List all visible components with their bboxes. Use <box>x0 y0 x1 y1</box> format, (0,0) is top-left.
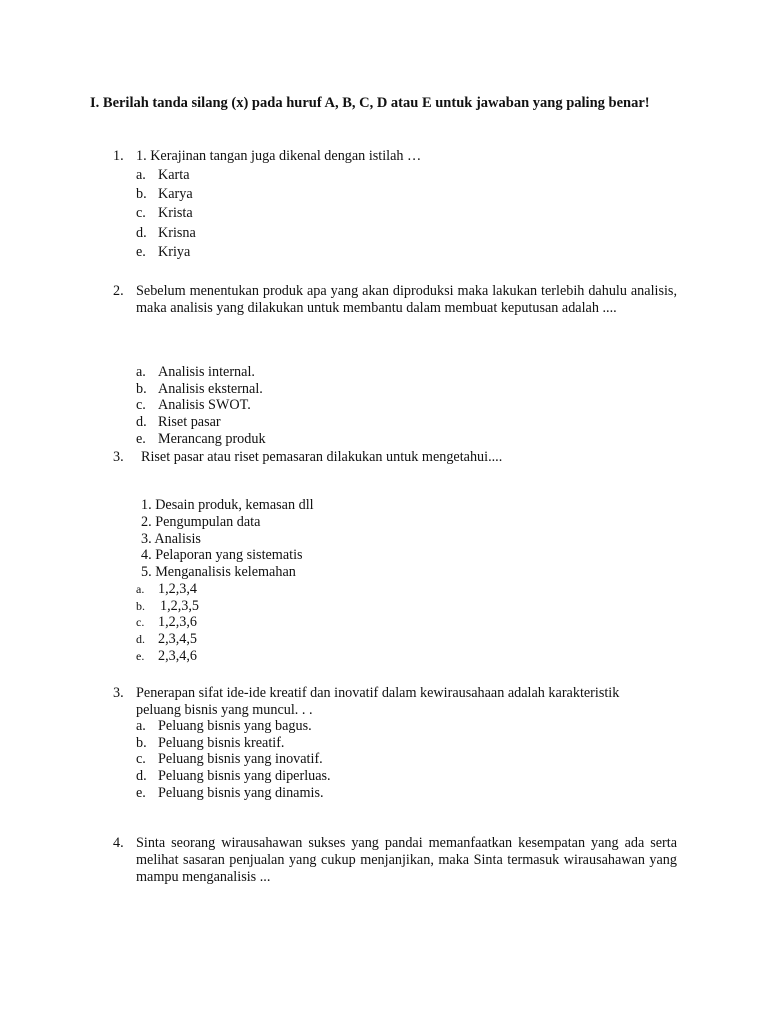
statement-item: 2. Pengumpulan data <box>141 513 261 530</box>
option-text: 1,2,3,6 <box>158 614 198 631</box>
option-text: Peluang bisnis yang dinamis. <box>158 784 324 801</box>
option-letter: d. <box>136 632 145 647</box>
option-letter: b. <box>136 598 145 613</box>
option-letter: d. <box>136 768 147 785</box>
option-text: Riset pasar <box>158 414 221 431</box>
option-letter: d. <box>136 224 147 241</box>
option-text: Krista <box>158 205 193 222</box>
option-text: 1,2,3,4 <box>158 581 198 597</box>
option-text: 1,2,3,5 <box>160 597 200 614</box>
option-text: Krisna <box>158 224 196 241</box>
question-text: Sinta seorang wirausahawan sukses yang pandai memanfaatkan kesempatan yang ada serta melihat sasaran penjualan yang cukup menjanjikan, maka Sinta termasuk wirausahawan yang mampu menganalisis ... <box>136 835 677 885</box>
option-letter: d. <box>136 414 147 431</box>
question-text: Penerapan sifat ide-ide kreatif dan inovatif dalam kewirausahaan adalah karakteristik peluang bisnis yang muncul. . . <box>136 685 620 718</box>
option-text: Kriya <box>158 243 191 260</box>
option-text: 2,3,4,6 <box>158 647 198 664</box>
option-letter: c. <box>136 205 146 222</box>
option-text: Peluang bisnis yang diperluas. <box>158 768 331 785</box>
option-letter: a. <box>136 582 145 596</box>
option-letter: e. <box>136 243 146 260</box>
statement-item: 1. Desain produk, kemasan dll <box>141 497 314 513</box>
question-number: 3. <box>113 685 124 701</box>
option-letter: c. <box>136 751 146 768</box>
option-text: 2,3,4,5 <box>158 631 198 648</box>
option-text: Analisis SWOT. <box>158 397 251 414</box>
option-letter: a. <box>136 167 146 183</box>
option-letter: a. <box>136 364 146 380</box>
option-text: Peluang bisnis yang bagus. <box>158 718 312 734</box>
question-text: Sebelum menentukan produk apa yang akan diproduksi maka lakukan terlebih dahulu analisis, maka analisis yang dilakukan untuk membantu dalam membuat keputusan adalah .... <box>136 283 677 316</box>
instruction-heading: I. Berilah tanda silang (x) pada huruf A, B, C, D atau E untuk jawaban yang paling benar! <box>90 95 650 111</box>
question-number: 2. <box>113 283 124 299</box>
option-text: Analisis eksternal. <box>158 380 263 397</box>
option-letter: c. <box>136 615 145 630</box>
option-letter: a. <box>136 718 146 734</box>
option-text: Merancang produk <box>158 430 266 447</box>
option-letter: e. <box>136 430 146 447</box>
question-number: 4. <box>113 835 124 851</box>
question-number: 3. <box>113 449 124 465</box>
option-letter: e. <box>136 784 146 801</box>
option-text: Analisis internal. <box>158 364 255 380</box>
option-text: Peluang bisnis kreatif. <box>158 734 285 751</box>
option-letter: c. <box>136 397 146 414</box>
statement-item: 5. Menganalisis kelemahan <box>141 564 296 581</box>
question-number: 1. <box>113 148 124 164</box>
option-text: Peluang bisnis yang inovatif. <box>158 751 323 768</box>
question-3-statements <box>141 497 314 581</box>
option-letter: b. <box>136 734 147 751</box>
option-text: Karya <box>158 186 193 203</box>
option-text: Karta <box>158 167 190 183</box>
statement-item: 3. Analisis <box>141 530 201 547</box>
question-text: Riset pasar atau riset pemasaran dilakukan untuk mengetahui.... <box>141 449 503 465</box>
statement-item: 4. Pelaporan yang sistematis <box>141 547 303 564</box>
option-letter: e. <box>136 648 145 663</box>
option-letter: b. <box>136 186 147 203</box>
option-letter: b. <box>136 380 147 397</box>
question-text: 1. Kerajinan tangan juga dikenal dengan istilah … <box>136 148 422 164</box>
